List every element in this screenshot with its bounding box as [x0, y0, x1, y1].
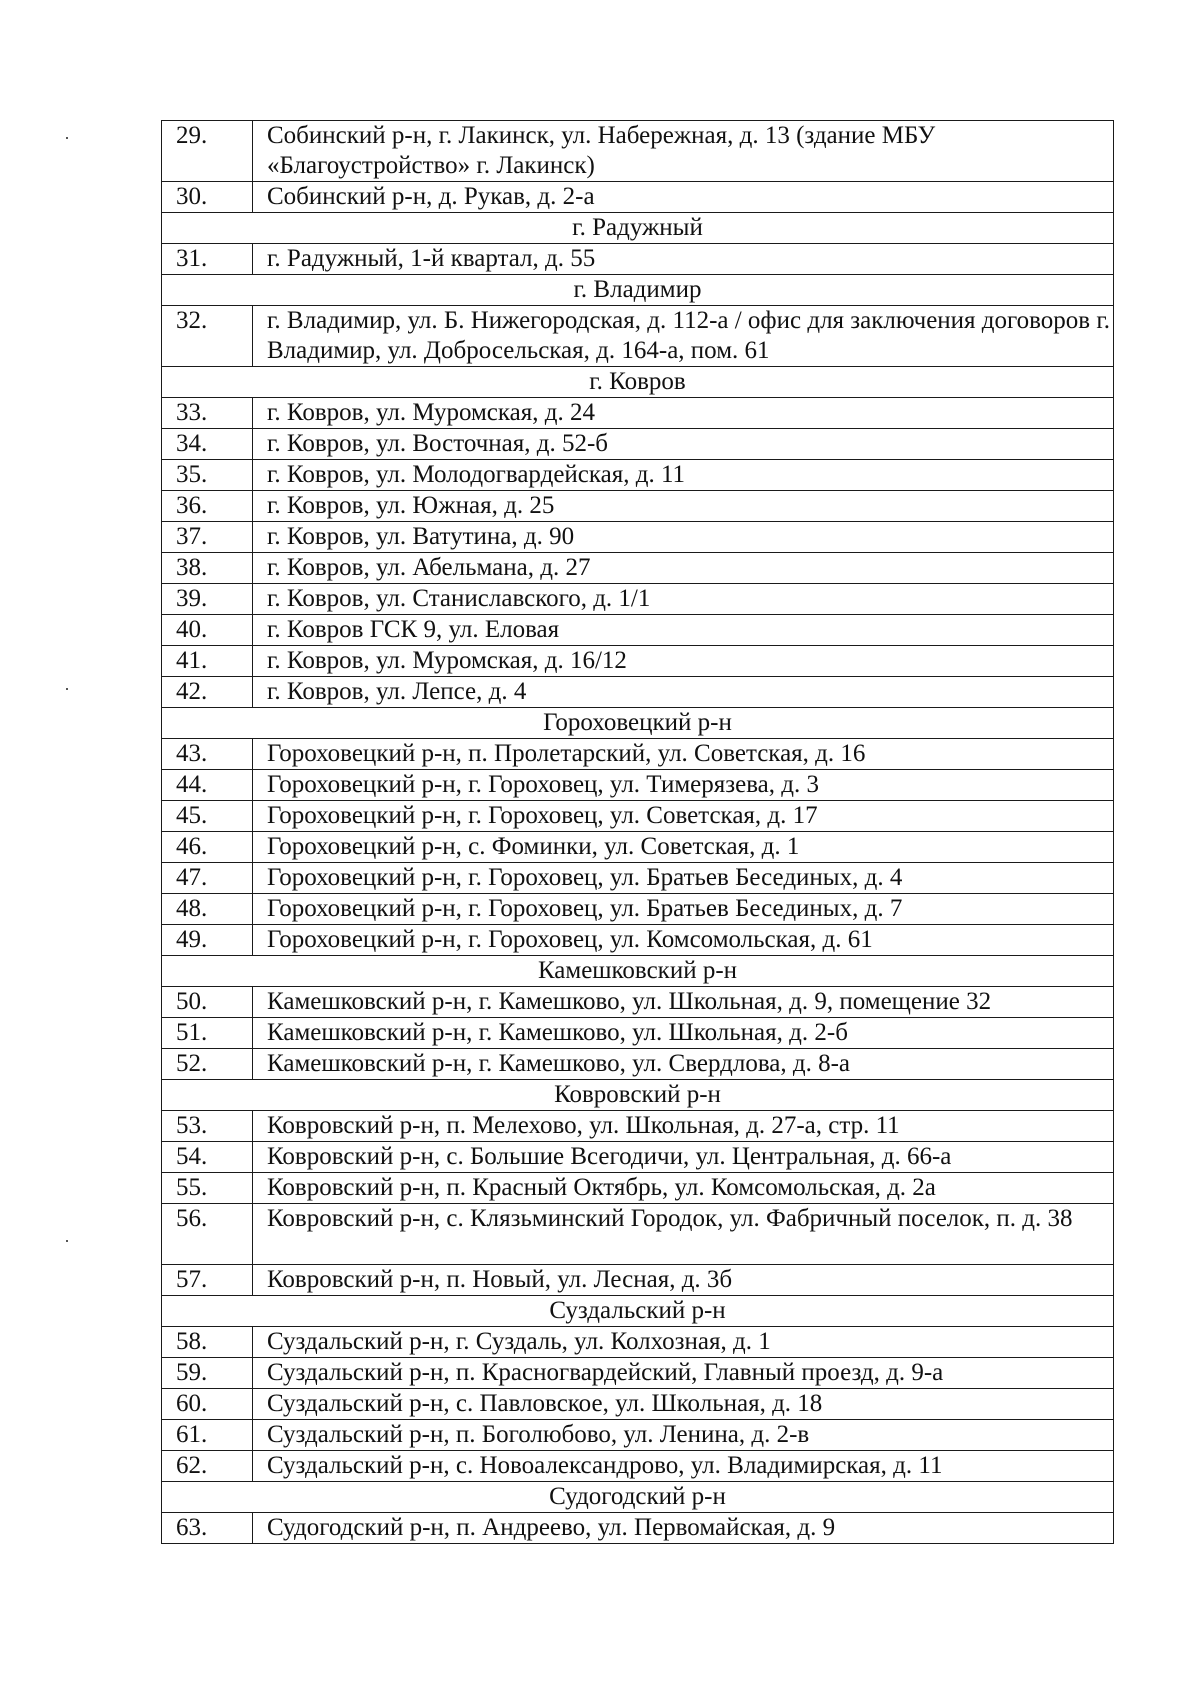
section-header-row — [162, 956, 1114, 987]
address-table-body — [162, 121, 1114, 1544]
section-header-row — [162, 367, 1114, 398]
section-header-row — [162, 1296, 1114, 1327]
address-cell: г. Ковров, ул. Абельмана, д. 27 — [253, 553, 1114, 584]
row-number: 36. — [162, 491, 253, 522]
table-row — [162, 460, 1114, 491]
table-row — [162, 398, 1114, 429]
scan-dot — [66, 1240, 68, 1242]
row-number: 59. — [162, 1358, 253, 1389]
row-number: 54. — [162, 1142, 253, 1173]
section-header-row — [162, 213, 1114, 244]
address-cell: Суздальский р-н, с. Новоалександрово, ул. Владимирская, д. 11 — [253, 1451, 1114, 1482]
address-cell: Гороховецкий р-н, г. Гороховец, ул. Братьев Бесединых, д. 4 — [253, 863, 1114, 894]
section-title: г. Владимир — [162, 275, 1114, 306]
address-cell: г. Ковров, ул. Муромская, д. 16/12 — [253, 646, 1114, 677]
table-row — [162, 584, 1114, 615]
row-number: 62. — [162, 1451, 253, 1482]
address-cell: Судогодский р-н, п. Андреево, ул. Первомайская, д. 9 — [253, 1513, 1114, 1544]
address-cell: г. Владимир, ул. Б. Нижегородская, д. 112-а / офис для заключения договоров г. Владимир, ул. Добросельская, д. 164-а, пом. 61 — [253, 306, 1114, 367]
table-row — [162, 770, 1114, 801]
section-title: Ковровский р-н — [162, 1080, 1114, 1111]
section-header-row — [162, 708, 1114, 739]
address-cell: Гороховецкий р-н, г. Гороховец, ул. Братьев Бесединых, д. 7 — [253, 894, 1114, 925]
address-cell: Собинский р-н, д. Рукав, д. 2-а — [253, 182, 1114, 213]
scan-dot — [66, 688, 68, 690]
row-number: 33. — [162, 398, 253, 429]
table-row — [162, 429, 1114, 460]
table-row — [162, 1265, 1114, 1296]
address-table — [161, 120, 1114, 1544]
address-cell: Гороховецкий р-н, г. Гороховец, ул. Комсомольская, д. 61 — [253, 925, 1114, 956]
section-title: г. Ковров — [162, 367, 1114, 398]
section-title: Гороховецкий р-н — [162, 708, 1114, 739]
table-row — [162, 987, 1114, 1018]
section-title: г. Радужный — [162, 213, 1114, 244]
row-number: 55. — [162, 1173, 253, 1204]
table-row — [162, 1451, 1114, 1482]
table-row — [162, 522, 1114, 553]
table-row — [162, 306, 1114, 367]
table-row — [162, 863, 1114, 894]
address-cell: Суздальский р-н, г. Суздаль, ул. Колхозная, д. 1 — [253, 1327, 1114, 1358]
table-row — [162, 1142, 1114, 1173]
address-cell: Ковровский р-н, п. Красный Октябрь, ул. Комсомольская, д. 2а — [253, 1173, 1114, 1204]
row-number: 50. — [162, 987, 253, 1018]
address-cell: г. Ковров, ул. Ватутина, д. 90 — [253, 522, 1114, 553]
address-cell: г. Ковров, ул. Восточная, д. 52-б — [253, 429, 1114, 460]
address-cell: Суздальский р-н, п. Красногвардейский, Главный проезд, д. 9-а — [253, 1358, 1114, 1389]
row-number: 48. — [162, 894, 253, 925]
row-number: 43. — [162, 739, 253, 770]
row-number: 63. — [162, 1513, 253, 1544]
table-row — [162, 1358, 1114, 1389]
table-row — [162, 244, 1114, 275]
address-cell: Ковровский р-н, п. Новый, ул. Лесная, д. 3б — [253, 1265, 1114, 1296]
row-number: 61. — [162, 1420, 253, 1451]
row-number: 31. — [162, 244, 253, 275]
row-number: 35. — [162, 460, 253, 491]
row-number: 38. — [162, 553, 253, 584]
table-row — [162, 1204, 1114, 1265]
table-row — [162, 646, 1114, 677]
address-cell: Камешковский р-н, г. Камешково, ул. Свердлова, д. 8-а — [253, 1049, 1114, 1080]
table-row — [162, 1389, 1114, 1420]
row-number: 32. — [162, 306, 253, 367]
address-cell: г. Ковров, ул. Молодогвардейская, д. 11 — [253, 460, 1114, 491]
address-cell: г. Ковров, ул. Станиславского, д. 1/1 — [253, 584, 1114, 615]
table-row — [162, 615, 1114, 646]
table-row — [162, 182, 1114, 213]
table-row — [162, 925, 1114, 956]
address-cell: г. Ковров, ул. Лепсе, д. 4 — [253, 677, 1114, 708]
table-row — [162, 801, 1114, 832]
table-row — [162, 832, 1114, 863]
address-cell: Суздальский р-н, с. Павловское, ул. Школьная, д. 18 — [253, 1389, 1114, 1420]
address-cell: Собинский р-н, г. Лакинск, ул. Набережная, д. 13 (здание МБУ «Благоустройство» г. Лакинск) — [253, 121, 1114, 182]
row-number: 44. — [162, 770, 253, 801]
address-cell: г. Радужный, 1-й квартал, д. 55 — [253, 244, 1114, 275]
table-row — [162, 1327, 1114, 1358]
section-header-row — [162, 1080, 1114, 1111]
row-number: 34. — [162, 429, 253, 460]
address-cell: Гороховецкий р-н, с. Фоминки, ул. Советская, д. 1 — [253, 832, 1114, 863]
row-number: 41. — [162, 646, 253, 677]
row-number: 58. — [162, 1327, 253, 1358]
row-number: 29. — [162, 121, 253, 182]
table-row — [162, 1049, 1114, 1080]
table-row — [162, 1173, 1114, 1204]
table-row — [162, 677, 1114, 708]
row-number: 47. — [162, 863, 253, 894]
table-row — [162, 1111, 1114, 1142]
table-row — [162, 491, 1114, 522]
row-number: 39. — [162, 584, 253, 615]
address-cell: Гороховецкий р-н, г. Гороховец, ул. Советская, д. 17 — [253, 801, 1114, 832]
address-cell: г. Ковров ГСК 9, ул. Еловая — [253, 615, 1114, 646]
section-title: Камешковский р-н — [162, 956, 1114, 987]
address-cell: Камешковский р-н, г. Камешково, ул. Школьная, д. 9, помещение 32 — [253, 987, 1114, 1018]
address-cell: Гороховецкий р-н, г. Гороховец, ул. Тимерязева, д. 3 — [253, 770, 1114, 801]
row-number: 45. — [162, 801, 253, 832]
row-number: 56. — [162, 1204, 253, 1265]
table-row — [162, 121, 1114, 182]
address-cell: г. Ковров, ул. Муромская, д. 24 — [253, 398, 1114, 429]
address-cell: г. Ковров, ул. Южная, д. 25 — [253, 491, 1114, 522]
row-number: 51. — [162, 1018, 253, 1049]
address-cell: Суздальский р-н, п. Боголюбово, ул. Ленина, д. 2-в — [253, 1420, 1114, 1451]
table-row — [162, 553, 1114, 584]
table-row — [162, 894, 1114, 925]
row-number: 30. — [162, 182, 253, 213]
table-row — [162, 739, 1114, 770]
row-number: 53. — [162, 1111, 253, 1142]
address-cell: Ковровский р-н, п. Мелехово, ул. Школьная, д. 27-а, стр. 11 — [253, 1111, 1114, 1142]
row-number: 40. — [162, 615, 253, 646]
section-title: Суздальский р-н — [162, 1296, 1114, 1327]
row-number: 46. — [162, 832, 253, 863]
section-header-row — [162, 1482, 1114, 1513]
section-title: Судогодский р-н — [162, 1482, 1114, 1513]
row-number: 42. — [162, 677, 253, 708]
row-number: 37. — [162, 522, 253, 553]
row-number: 60. — [162, 1389, 253, 1420]
address-cell: Гороховецкий р-н, п. Пролетарский, ул. Советская, д. 16 — [253, 739, 1114, 770]
address-cell: Ковровский р-н, с. Большие Всегодичи, ул. Центральная, д. 66-а — [253, 1142, 1114, 1173]
row-number: 49. — [162, 925, 253, 956]
address-cell: Камешковский р-н, г. Камешково, ул. Школьная, д. 2-б — [253, 1018, 1114, 1049]
table-row — [162, 1513, 1114, 1544]
row-number: 52. — [162, 1049, 253, 1080]
table-row — [162, 1018, 1114, 1049]
table-row — [162, 1420, 1114, 1451]
address-cell: Ковровский р-н, с. Клязьминский Городок, ул. Фабричный поселок, п. д. 38 — [253, 1204, 1114, 1265]
scan-dot — [66, 137, 68, 139]
row-number: 57. — [162, 1265, 253, 1296]
section-header-row — [162, 275, 1114, 306]
